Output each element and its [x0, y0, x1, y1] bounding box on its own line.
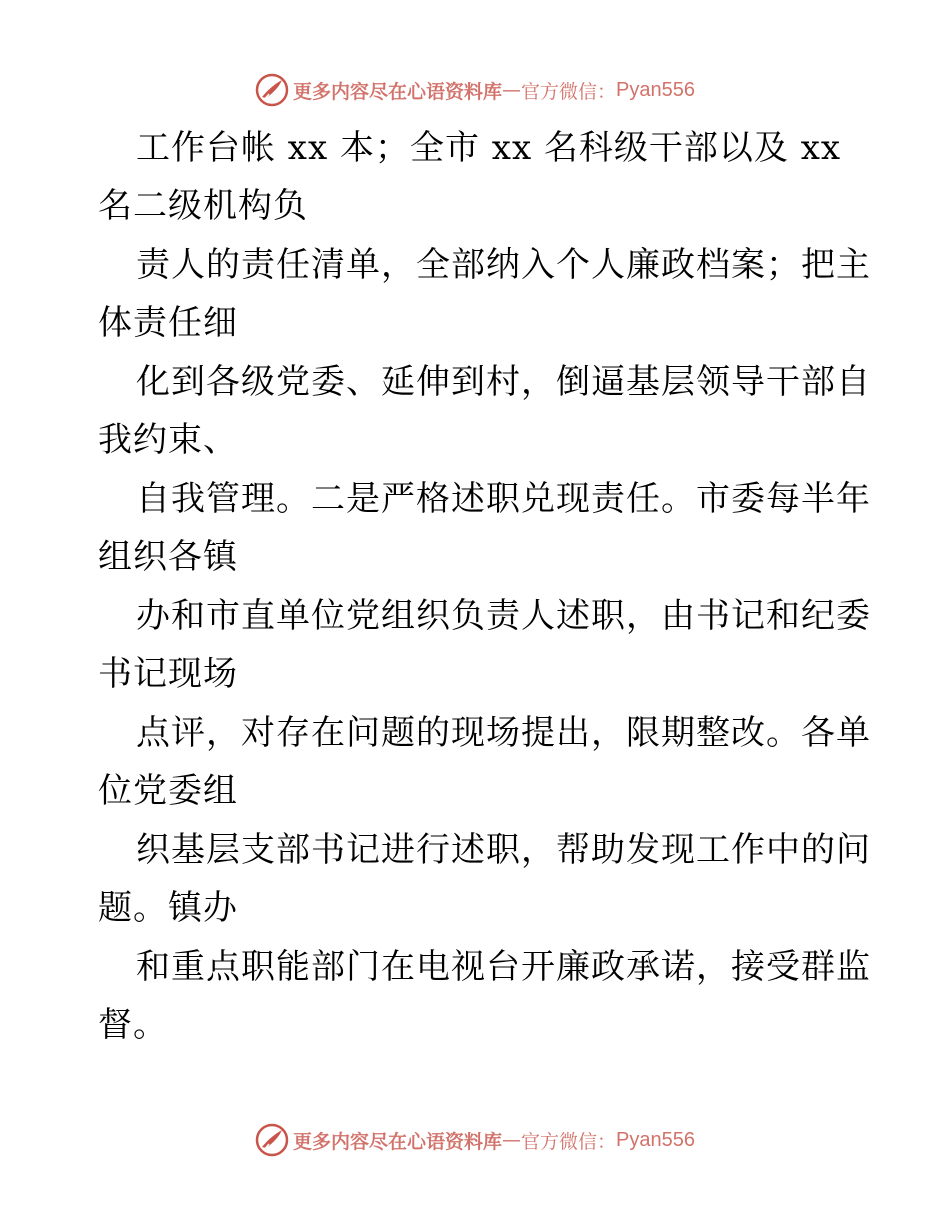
- body-line: 我约束、: [98, 420, 238, 460]
- body-line: 题。镇办: [98, 888, 238, 928]
- body-line: 位党委组: [98, 771, 238, 811]
- body-line: 名二级机构负: [98, 186, 308, 226]
- body-line: 体责任细: [98, 303, 238, 343]
- banner-wechat-label: 官方微信：: [521, 1130, 617, 1153]
- body-line: 点评，对存在问题的现场提出，限期整改。各单: [136, 713, 871, 753]
- body-line: 化到各级党委、延伸到村，倒逼基层领导干部自: [136, 362, 871, 402]
- body-line: 组织各镇: [98, 537, 238, 577]
- banner-main-text: 更多内容尽在心语资料库: [293, 1130, 503, 1153]
- quill-pen-logo-icon: [255, 1123, 289, 1157]
- body-line: 责人的责任清单，全部纳入个人廉政档案；把主: [136, 245, 871, 285]
- body-line: 自我管理。二是严格述职兑现责任。市委每半年: [136, 479, 871, 519]
- body-line: 织基层支部书记进行述职，帮助发现工作中的问: [136, 830, 871, 870]
- quill-pen-logo-icon: [255, 73, 289, 107]
- body-line: 和重点职能部门在电视台开廉政承诺，接受群监: [136, 947, 871, 987]
- footer-banner: [0, 1120, 950, 1160]
- banner-wechat-id: Pyan556: [616, 1128, 695, 1151]
- banner-main-text: 更多内容尽在心语资料库: [293, 80, 503, 103]
- body-line: 办和市直单位党组织负责人述职，由书记和纪委: [136, 596, 871, 636]
- banner-separator: —: [502, 79, 522, 101]
- header-banner: [0, 70, 950, 110]
- banner-wechat-id: Pyan556: [616, 78, 695, 101]
- banner-separator: —: [502, 1129, 522, 1151]
- body-line: 书记现场: [98, 654, 238, 694]
- body-line: 工作台帐 xx 本；全市 xx 名科级干部以及 xx: [136, 128, 842, 168]
- banner-wechat-label: 官方微信：: [521, 80, 617, 103]
- body-line: 督。: [98, 1005, 168, 1045]
